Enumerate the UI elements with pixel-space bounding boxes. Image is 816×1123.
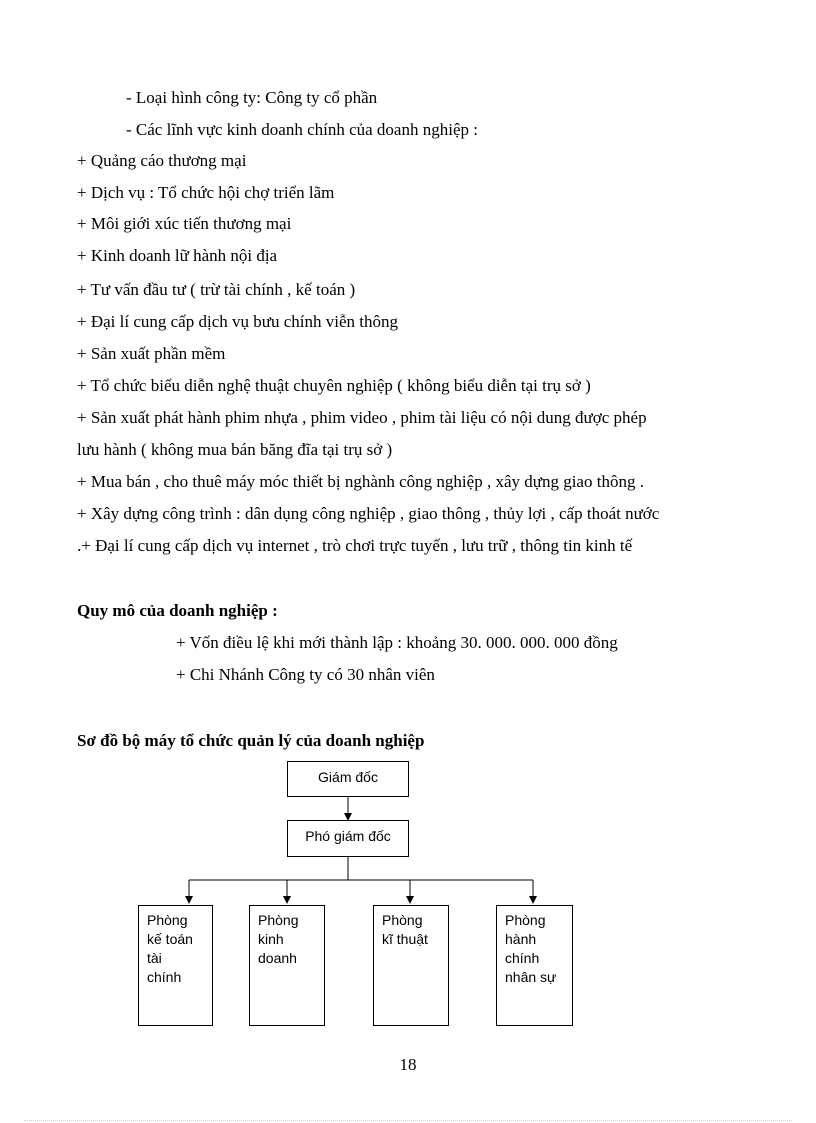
business-field-item: + Quảng cáo thương mại	[77, 151, 247, 170]
department-label: kế toán	[147, 931, 193, 947]
deputy-director-label: Phó giám đốc	[305, 828, 391, 844]
department-admin-hr-box	[496, 905, 573, 1026]
business-field-item: + Dịch vụ : Tổ chức hội chợ triển lãm	[77, 183, 335, 202]
scale-heading: Quy mô của doanh nghiệp :	[77, 601, 278, 620]
department-label: Phòng	[147, 912, 188, 928]
department-label: Phòng	[382, 912, 423, 928]
business-field-item: + Tư vấn đầu tư ( trừ tài chính , kế toán )	[77, 280, 356, 299]
department-label: chính	[147, 969, 182, 985]
business-field-continuation: lưu hành ( không mua bán băng đĩa tại trụ sở )	[77, 440, 393, 459]
business-field-item: .+ Đại lí cung cấp dịch vụ internet , trò chơi trực tuyến , lưu trữ , thông tin kinh tế	[77, 536, 633, 555]
business-field-item: + Tổ chức biểu diễn nghệ thuật chuyên nghiệp ( không biểu diễn tại trụ sở )	[77, 376, 591, 395]
department-label: kinh	[258, 931, 284, 947]
business-field-item: + Sản xuất phần mềm	[77, 344, 226, 363]
department-label: hành	[505, 931, 537, 947]
department-label: doanh	[258, 950, 297, 966]
director-box	[287, 761, 409, 797]
page-number: 18	[399, 1055, 417, 1074]
department-label: tài	[147, 950, 162, 966]
department-label: nhân sự	[505, 969, 557, 985]
department-label: kĩ thuật	[382, 931, 428, 947]
scale-item-staff: + Chi Nhánh Công ty có 30 nhân viên	[176, 665, 435, 684]
department-label: Phòng	[258, 912, 299, 928]
department-technical-box	[373, 905, 449, 1026]
scale-item-capital: + Vốn điều lệ khi mới thành lập : khoảng 30. 000. 000. 000 đồng	[176, 633, 618, 652]
department-label: chính	[505, 950, 540, 966]
business-field-item: + Mua bán , cho thuê máy móc thiết bị nghành công nghiệp , xây dựng giao thông .	[77, 472, 644, 491]
deputy-director-box	[287, 820, 409, 857]
business-field-item: + Sản xuất phát hành phim nhựa , phim video , phim tài liệu có nội dung được phép	[77, 408, 647, 427]
business-field-item: + Kinh doanh lữ hành nội địa	[77, 246, 278, 265]
business-field-item: + Môi giới xúc tiến thương mại	[77, 214, 292, 233]
business-field-item: + Xây dựng công trình : dân dụng công nghiệp , giao thông , thủy lợi , cấp thoát nước	[77, 504, 660, 523]
department-business-box	[249, 905, 325, 1026]
business-field-item: + Đại lí cung cấp dịch vụ bưu chính viễn thông	[77, 312, 398, 331]
department-label: Phòng	[505, 912, 546, 928]
page-bottom-divider	[24, 1120, 792, 1121]
company-type-line: - Loại hình công ty: Công ty cổ phần	[126, 88, 378, 107]
department-accounting-box	[138, 905, 213, 1026]
director-label: Giám đốc	[318, 769, 378, 785]
org-chart-heading: Sơ đồ bộ máy tổ chức quản lý của doanh nghiệp	[77, 731, 425, 750]
business-fields-heading: - Các lĩnh vực kinh doanh chính của doanh nghiệp :	[126, 120, 478, 139]
